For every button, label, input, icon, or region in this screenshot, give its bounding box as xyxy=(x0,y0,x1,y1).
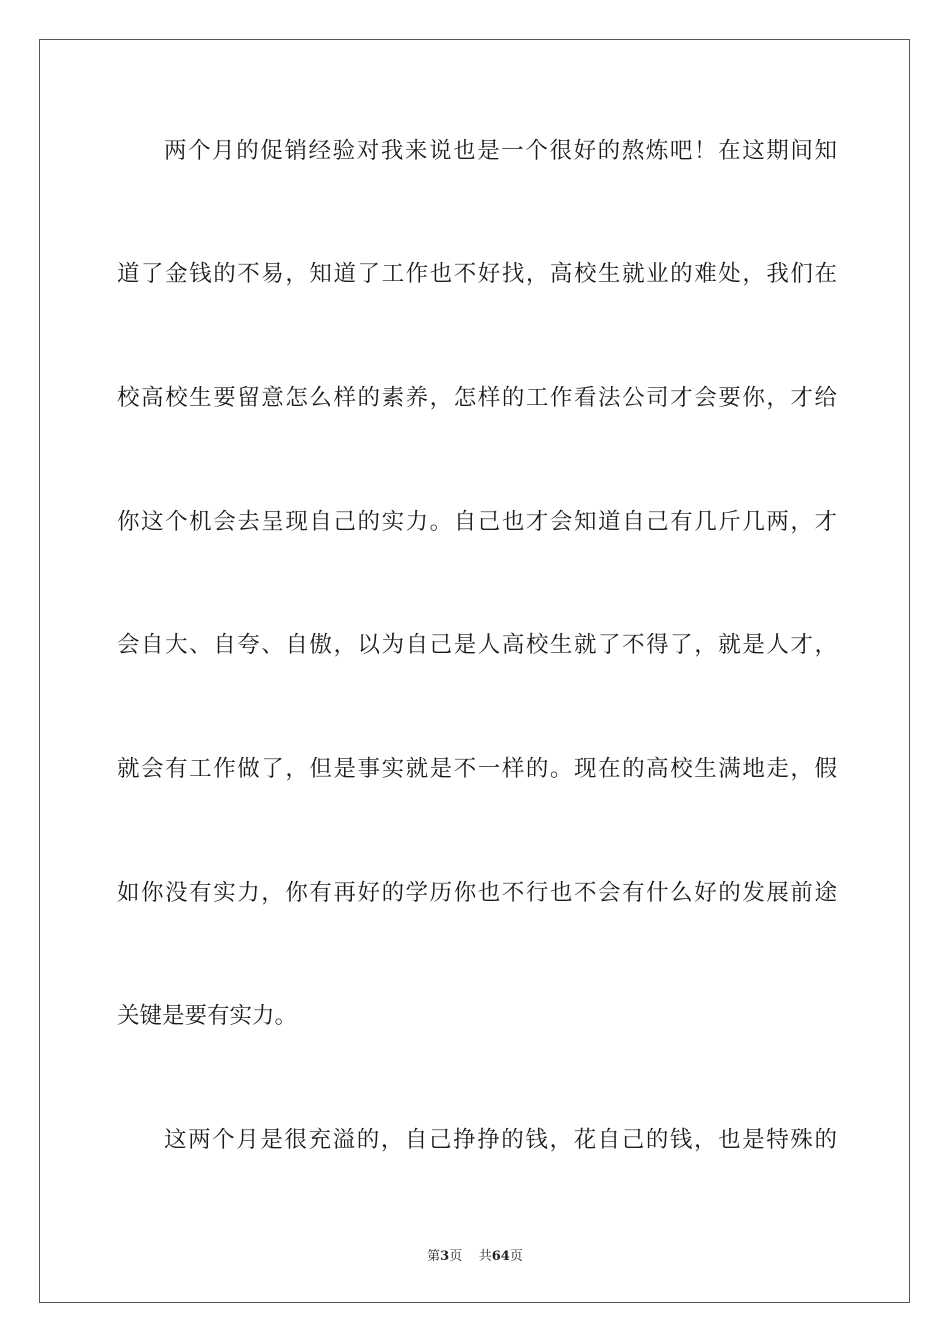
page-footer xyxy=(0,1248,950,1266)
page-label-suffix: 页 xyxy=(449,1249,463,1264)
paragraph-1-line-2: 道了金钱的不易，知道了工作也不好找，高校生就业的难处，我们在 xyxy=(117,261,837,287)
paragraph-1-line-7: 如你没有实力，你有再好的学历你也不行也不会有什么好的发展前途 xyxy=(117,880,837,906)
paragraph-1-line-3: 校高校生要留意怎么样的素养，怎样的工作看法公司才会要你，才给 xyxy=(117,385,837,411)
paragraph-1-line-8: 关键是要有实力。 xyxy=(117,1003,298,1029)
paragraph-1-line-6: 就会有工作做了，但是事实就是不一样的。现在的高校生满地走，假 xyxy=(117,756,837,782)
total-pages-number: 64 xyxy=(491,1249,510,1264)
paragraph-1-line-5: 会自大、自夸、自傲，以为自己是人高校生就了不得了，就是人才， xyxy=(117,632,837,658)
current-page-number: 3 xyxy=(440,1249,450,1264)
page-label-prefix: 第 xyxy=(427,1249,441,1264)
paragraph-1-line-1: 两个月的促销经验对我来说也是一个很好的熬炼吧！在这期间知 xyxy=(164,138,837,164)
total-label-prefix: 共 xyxy=(478,1249,492,1264)
paragraph-1-line-4: 你这个机会去呈现自己的实力。自己也才会知道自己有几斤几两，才 xyxy=(117,509,837,535)
paragraph-2-line-1: 这两个月是很充溢的，自己挣挣的钱，花自己的钱，也是特殊的 xyxy=(164,1127,837,1153)
page-border xyxy=(39,39,910,1303)
total-label-suffix: 页 xyxy=(509,1249,523,1264)
